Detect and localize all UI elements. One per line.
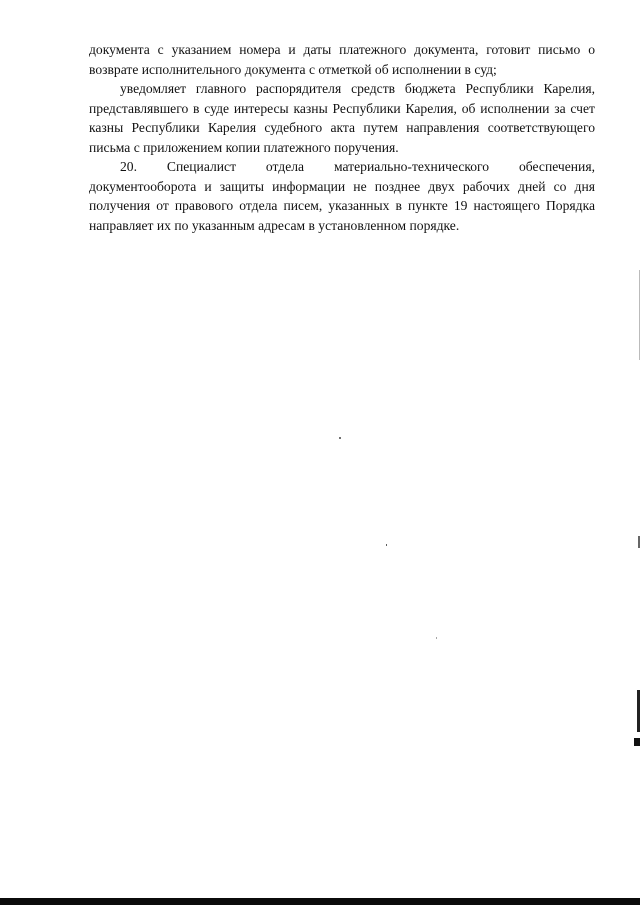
scan-speck bbox=[436, 637, 437, 639]
scan-bottom-border bbox=[0, 898, 640, 905]
document-body bbox=[89, 40, 595, 235]
paragraph-notification: уведомляет главного распорядителя средств бюджета Республики Карелия, представлявшего в суде интересы казны Республики Карелия, об исполнении за счет казны Республики Карелия судебного акта путем направления соответствующего письма с приложением копии платежного поручения. bbox=[89, 81, 595, 155]
paragraph-item-20: 20. Специалист отдела материально-технического обеспечения, документооборота и защиты информации не позднее двух рабочих дней со дня получения от правового отдела писем, указанных в пункте 19 настоящего Порядка направляет их по указанным адресам в установленном порядке. bbox=[89, 159, 595, 233]
scan-speck bbox=[386, 544, 387, 546]
scan-speck bbox=[339, 437, 341, 439]
paragraph-continuation: документа с указанием номера и даты платежного документа, готовит письмо о возврате исполнительного документа с отметкой об исполнении в суд; bbox=[89, 42, 595, 77]
scan-edge-mark bbox=[634, 738, 640, 746]
